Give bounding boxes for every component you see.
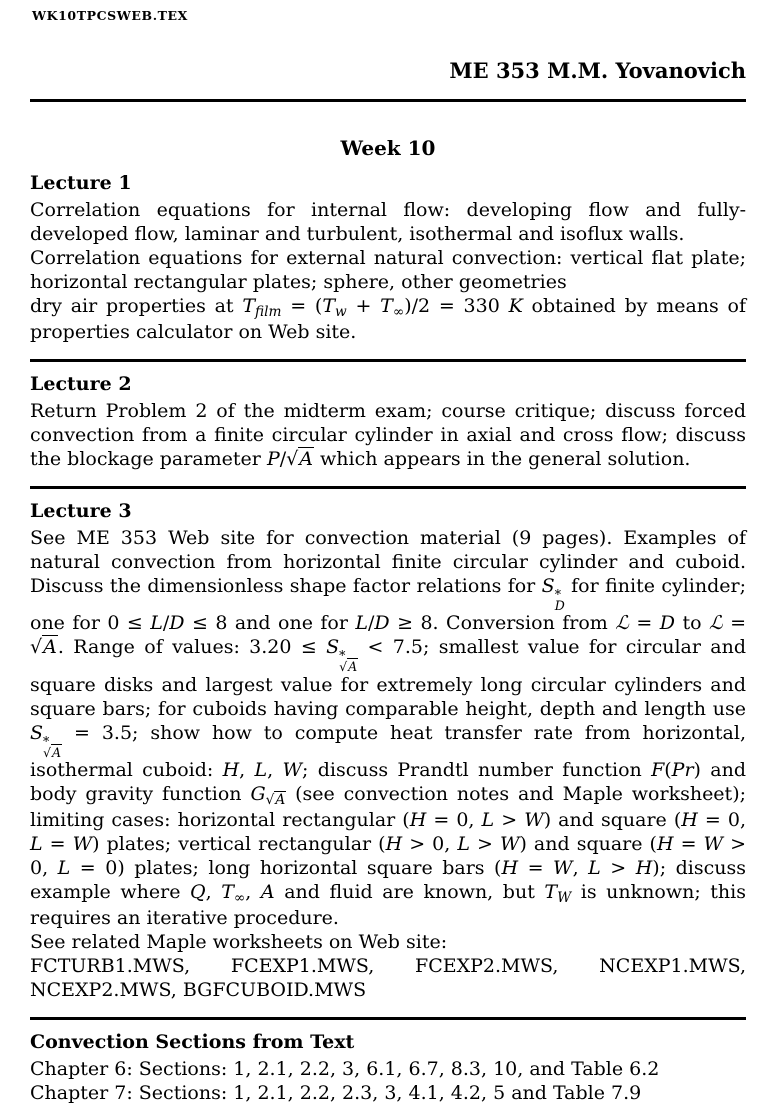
math-supsub xyxy=(339,650,358,673)
filename-label: WK10TPCSWEB.TEX xyxy=(32,8,188,23)
horizontal-rule xyxy=(30,1017,746,1020)
math-subscript: W xyxy=(557,890,572,907)
math-variable: P xyxy=(266,447,280,470)
math-variable: L xyxy=(30,832,43,855)
math-subscript: w xyxy=(335,304,347,321)
paragraph: Chapter 7: Sections: 1, 2.1, 2.2, 2.3, 3, 4.1, 4.2, 5 and Table 7.9 xyxy=(30,1081,642,1104)
section-body-lecture-2 xyxy=(30,399,746,471)
math-variable: L xyxy=(57,856,71,879)
paragraph: Correlation equations for internal flow: developing flow and fully-developed flow, laminar and turbulent, isothermal and isoflux walls. xyxy=(30,199,746,245)
math-superscript: * xyxy=(43,733,50,749)
math-variable: H xyxy=(222,759,240,782)
math-variable: K xyxy=(508,295,523,317)
math-variable: Pr xyxy=(671,759,694,782)
math-variable: T xyxy=(242,295,256,317)
math-variable: L xyxy=(150,612,163,635)
math-variable: D xyxy=(169,612,185,635)
section-body-convection-sections xyxy=(30,1057,746,1105)
math-variable: T xyxy=(221,880,234,903)
math-supsub xyxy=(554,586,565,613)
math-subscript: film xyxy=(255,304,282,321)
math-variable: G xyxy=(250,783,266,806)
math-superscript: * xyxy=(339,648,346,664)
math-variable: H xyxy=(656,832,674,855)
math-supsub xyxy=(43,733,62,760)
math-sqrt-subscript: √A xyxy=(339,659,358,675)
math-variable: L xyxy=(588,856,601,879)
math-sqrt-subscript: √A xyxy=(265,792,286,809)
section-heading-lecture-2: Lecture 2 xyxy=(30,372,132,395)
horizontal-rule xyxy=(30,486,746,489)
paragraph: FCTURB1.MWS, FCEXP1.MWS, FCEXP2.MWS, NCEXP1.MWS, NCEXP2.MWS, BGFCUBOID.MWS xyxy=(30,954,746,1001)
math-sqrt-arg: A xyxy=(299,447,313,470)
math-variable: W xyxy=(72,832,93,855)
section-heading-convection-sections: Convection Sections from Text xyxy=(30,1030,355,1053)
horizontal-rule xyxy=(30,359,746,362)
math-variable: W xyxy=(703,832,724,855)
math-subscript: D xyxy=(554,597,565,613)
math-variable: L xyxy=(254,759,268,782)
paragraph: Return Problem 2 of the midterm exam; course critique; discuss forced convection from a finite circular cylinder in axial and cross flow; discuss the blockage parameter P/√A which appears in the general solution. xyxy=(30,399,746,470)
math-variable: W xyxy=(524,808,544,831)
paragraph: Correlation equations for external natural convection: vertical flat plate; horizontal rectangular plates; sphere, other geometries xyxy=(30,247,746,293)
horizontal-rule xyxy=(30,99,746,102)
paragraph: See ME 353 Web site for convection material (9 pages). Examples of natural convection from horizontal finite circular cylinder and cuboid. Discuss the dimensionless shape factor relations for S * D for finite cylinder; one for 0 ≤ L/D ≤ 8 and one for L/D ≥ 8. Conversion from ℒ = D to ℒ = √A. Range of values: 3.20 ≤ S * √A < 7.5; smallest value for circular and square disks and largest value for extremely long circular cylinders and square bars; for cuboids having comparable height, depth and length use S * √A = 3.5; show how to compute heat transfer rate from horizontal, isothermal cuboid: H, L, W; discuss Prandtl number function F(Pr) and body gravity function $G_{√A}$ (see convection notes and Maple worksheet); limiting cases: horizontal rectangular (H = 0, L > W) and square (H = 0, L = W) plates; vertical rectangular (H > 0, L > W) and square (H = W > 0, L = 0) plates; long horizontal square bars (H = W, L > H); discuss example where Q, $T_\infty$, A and fluid are known, but $T_W$ is unknown; this requires an iterative procedure. xyxy=(30,526,747,929)
math-variable: H xyxy=(385,832,403,855)
math-sqrt-subscript: √A xyxy=(43,744,62,760)
math-superscript: * xyxy=(554,586,561,602)
math-variable: L xyxy=(481,808,495,831)
math-variable: T xyxy=(322,295,336,317)
math-variable: W xyxy=(553,856,573,879)
section-lecture-3 xyxy=(30,498,746,1002)
math-variable: F xyxy=(651,759,665,782)
math-subscript: ∞ xyxy=(233,890,246,907)
math-variable: W xyxy=(282,759,303,782)
math-variable: H xyxy=(501,856,519,879)
section-lecture-2 xyxy=(30,371,746,471)
math-variable: S xyxy=(30,721,44,744)
math-variable: L xyxy=(457,832,470,855)
math-sqrt-arg: A xyxy=(52,744,62,760)
course-header: ME 353 M.M. Yovanovich xyxy=(449,58,746,83)
section-body-lecture-1 xyxy=(30,198,746,344)
math-variable: T xyxy=(380,295,393,317)
math-sqrt: √A xyxy=(286,447,313,470)
section-body-lecture-3 xyxy=(30,526,746,1002)
math-variable: D xyxy=(659,612,675,635)
math-variable: D xyxy=(374,612,390,635)
paragraph: See related Maple worksheets on Web site: xyxy=(30,930,448,953)
math-variable: ℒ xyxy=(615,612,629,635)
math-variable: S xyxy=(541,574,555,597)
math-variable: W xyxy=(499,832,520,855)
math-sqrt-arg: A xyxy=(348,659,358,675)
math-variable: ℒ xyxy=(708,612,723,635)
math-variable: H xyxy=(635,856,653,879)
paragraph: Chapter 6: Sections: 1, 2.1, 2.2, 3, 6.1, 6.7, 8.3, 10, and Table 6.2 xyxy=(30,1057,660,1080)
math-variable: H xyxy=(681,808,698,831)
math-variable: T xyxy=(544,880,558,903)
section-convection-sections xyxy=(30,1029,746,1105)
math-variable: H xyxy=(409,808,427,831)
math-sqrt-arg: A xyxy=(275,792,286,809)
math-variable: L xyxy=(355,612,369,635)
math-variable: Q xyxy=(190,880,206,903)
section-heading-lecture-3: Lecture 3 xyxy=(30,499,132,522)
math-variable: A xyxy=(260,880,275,903)
section-lecture-1 xyxy=(30,170,746,344)
page-title: Week 10 xyxy=(340,136,436,160)
math-sqrt-arg: A xyxy=(43,636,57,659)
math-subscript: ∞ xyxy=(392,304,405,321)
section-heading-lecture-1: Lecture 1 xyxy=(30,172,132,194)
math-sqrt: √A xyxy=(30,636,57,659)
paragraph: dry air properties at $T_{film} = (T_w + T_\infty)/2 = 330$ K obtained by means of properties calculator on Web site. xyxy=(30,295,747,343)
math-variable: S xyxy=(326,636,340,659)
